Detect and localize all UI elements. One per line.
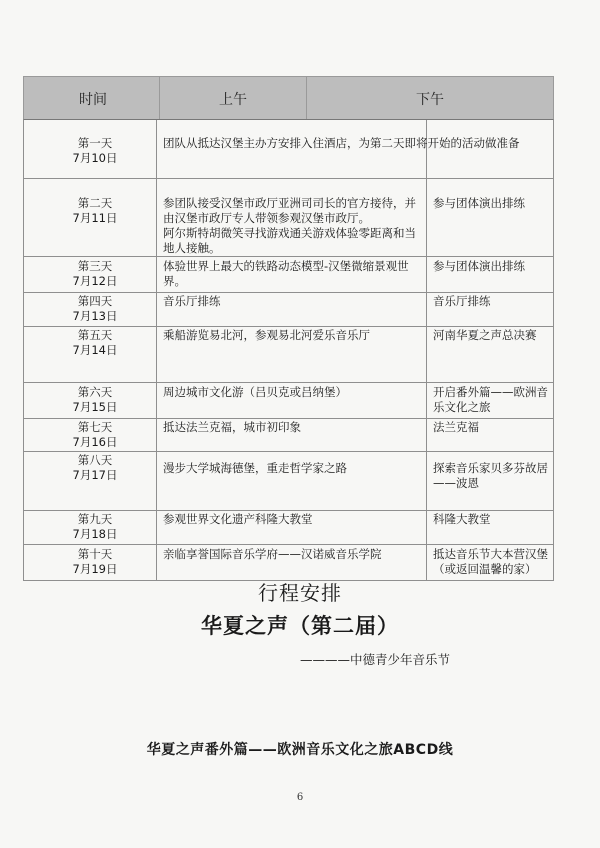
afternoon-cell: 探索音乐家贝多芬故居——波恩 — [433, 461, 548, 490]
afternoon-cell: 参与团体演出排练 — [433, 196, 525, 210]
header-divider — [159, 77, 160, 119]
morning-cell: 亲临享誉国际音乐学府——汉诺威音乐学院 — [163, 547, 382, 561]
page-title: 行程安排 — [258, 581, 342, 605]
date-label: 7月10日 — [72, 151, 118, 165]
morning-cell: 周边城市文化游（吕贝克或吕纳堡） — [163, 385, 347, 399]
day-label: 第十天 — [77, 547, 113, 561]
table-row — [23, 451, 554, 511]
day-label: 第六天 — [77, 385, 113, 399]
morning-cell: 乘船游览易北河，参观易北河爱乐音乐厅 — [163, 328, 370, 342]
event-title: 华夏之声（第二届） — [201, 614, 399, 638]
table-row — [23, 382, 554, 419]
day-label: 第七天 — [77, 420, 113, 434]
header-morning: 上午 — [219, 92, 247, 108]
day-label: 第一天 — [77, 136, 113, 150]
date-label: 7月15日 — [72, 400, 118, 414]
morning-cell: 漫步大学城海德堡，重走哲学家之路 — [163, 461, 347, 475]
date-label: 7月19日 — [72, 562, 118, 576]
day-label: 第二天 — [77, 196, 113, 210]
date-label: 7月14日 — [72, 343, 118, 357]
event-subtitle: ————中德青少年音乐节 — [300, 652, 451, 667]
day-label: 第三天 — [77, 259, 113, 273]
morning-cell: 参观世界文化遗产科隆大教堂 — [163, 512, 313, 526]
morning-cell: 音乐厅排练 — [163, 294, 221, 308]
table-row — [23, 326, 554, 383]
header-afternoon: 下午 — [416, 92, 444, 108]
afternoon-cell: 开启番外篇——欧洲音乐文化之旅 — [433, 385, 548, 414]
afternoon-cell: 法兰克福 — [433, 420, 479, 434]
table-row — [23, 418, 554, 452]
header-time: 时间 — [79, 92, 107, 108]
afternoon-cell: 参与团体演出排练 — [433, 259, 525, 273]
table-header — [23, 76, 554, 120]
morning-cell: 体验世界上最大的铁路动态模型-汉堡微缩景观世界。 — [163, 259, 409, 288]
morning-cell: 团队从抵达汉堡主办方安排入住酒店，为第二天即将开始的活动做准备 — [163, 136, 520, 150]
day-label: 第五天 — [77, 328, 113, 342]
date-label: 7月12日 — [72, 274, 118, 288]
afternoon-cell: 音乐厅排练 — [433, 294, 491, 308]
afternoon-cell: 抵达音乐节大本营汉堡（或返回温馨的家） — [433, 547, 548, 576]
date-label: 7月11日 — [72, 211, 118, 225]
table-row — [23, 256, 554, 293]
date-label: 7月17日 — [72, 468, 118, 482]
date-label: 7月13日 — [72, 309, 118, 323]
afternoon-cell: 河南华夏之声总决赛 — [433, 328, 537, 342]
page-number: 6 — [296, 792, 304, 803]
day-label: 第四天 — [77, 294, 113, 308]
date-label: 7月18日 — [72, 527, 118, 541]
day-label: 第九天 — [77, 512, 113, 526]
table-row — [23, 510, 554, 545]
section-heading: 华夏之声番外篇——欧洲音乐文化之旅ABCD线 — [146, 742, 454, 758]
table-row — [23, 292, 554, 327]
morning-cell: 参团队接受汉堡市政厅亚洲司司长的官方接待，并由汉堡市政厅专人带领参观汉堡市政厅。 阿尔斯特胡微笑寻找游戏通关游戏体验零距离和当地人接触。 — [163, 196, 416, 255]
date-label: 7月16日 — [72, 435, 118, 449]
itinerary-table — [23, 76, 554, 576]
afternoon-cell: 科隆大教堂 — [433, 512, 491, 526]
table-row — [23, 120, 554, 179]
table-row — [23, 178, 554, 257]
day-label: 第八天 — [77, 453, 113, 467]
header-divider — [306, 77, 307, 119]
table-row — [23, 544, 554, 581]
morning-cell: 抵达法兰克福，城市初印象 — [163, 420, 301, 434]
